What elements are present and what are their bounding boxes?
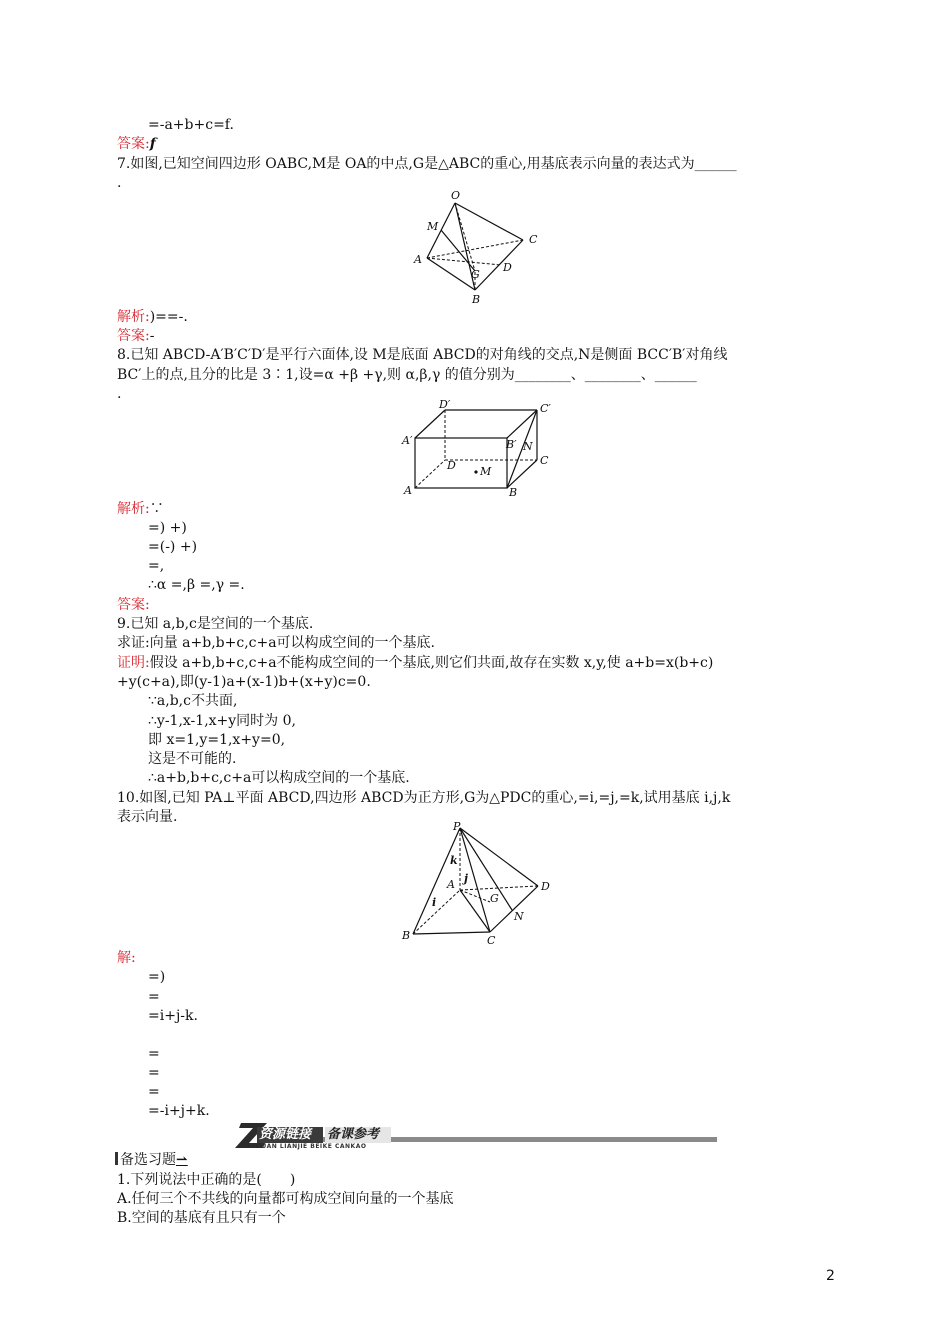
label-B: B — [509, 486, 518, 499]
figure-tetrahedron — [405, 186, 545, 308]
banner-pinyin: ZIYUAN LIANJIE BEIKE CANKAO — [249, 1143, 367, 1150]
answer-line — [117, 135, 156, 154]
arrow-icon: ⇀ — [176, 1152, 188, 1168]
q8-analysis — [117, 500, 164, 519]
label-C: C — [529, 233, 538, 246]
q8-step-3: =, — [148, 558, 165, 574]
question-7-dot: . — [117, 175, 122, 191]
point-M — [474, 470, 477, 473]
question-10-line1: 10.如图,已知 PA⊥平面 ABCD,四边形 ABCD为正方形,G为△PDC的重心,=i,=j,=k,试用基底 i,j,k — [117, 790, 731, 806]
question-8-line2: BC′上的点,且分的比是 3∶1,设=α +β +γ,则 α,β,γ 的值分别为________、________、______ — [117, 367, 697, 383]
label-O: O — [451, 189, 461, 202]
q10-step-5: = — [148, 1065, 160, 1081]
banner-title: 资源链接 — [259, 1127, 312, 1142]
resource-banner — [235, 1121, 717, 1151]
answer-text: - — [149, 328, 155, 344]
heading-text: 备选习题 — [120, 1152, 176, 1168]
backup-exercises-heading — [115, 1151, 188, 1170]
label-Dp: D′ — [439, 398, 451, 411]
q9-proof-line1 — [117, 654, 713, 673]
label-N: N — [523, 440, 533, 453]
backup-option-B: B.空间的基底有且只有一个 — [117, 1210, 286, 1226]
answer-label: 答案: — [117, 136, 150, 152]
label-j: j — [464, 872, 468, 885]
label-G: G — [471, 268, 480, 281]
q9-proof-line7: ∴a+b,b+c,c+a可以构成空间的一个基底. — [148, 770, 410, 786]
label-M: M — [480, 465, 492, 478]
backup-question-1: 1.下列说法中正确的是( ) — [117, 1172, 296, 1188]
label-D: D — [541, 880, 550, 893]
label-Bp: B′ — [506, 438, 517, 451]
q10-step-4: = — [148, 1046, 160, 1062]
q10-step-6: = — [148, 1084, 160, 1100]
q9-proof-line5: 即 x=1,y=1,x+y=0, — [148, 732, 286, 748]
backup-option-A: A.任何三个不共线的向量都可构成空间向量的一个基底 — [117, 1191, 454, 1207]
label-M: M — [427, 220, 439, 233]
banner-subtitle: 备课参考 — [327, 1127, 380, 1142]
label-G: G — [490, 892, 499, 905]
figure-pyramid — [398, 818, 558, 948]
label-N: N — [514, 910, 524, 923]
q8-answer-label: 答案: — [117, 597, 150, 613]
label-C: C — [487, 934, 496, 947]
label-D: D — [447, 459, 456, 472]
answer-value: f — [149, 136, 156, 152]
q8-step-1: =) +) — [148, 520, 187, 536]
q10-step-3: =i+j-k. — [148, 1008, 198, 1024]
label-Cp: C′ — [540, 402, 551, 415]
q9-proof-line3: ∵a,b,c不共面, — [148, 693, 238, 709]
analysis-label: 解析: — [117, 501, 150, 517]
q8-step-2: =(-) +) — [148, 539, 198, 555]
question-8-line1: 8.已知 ABCD-A′B′C′D′是平行六面体,设 M是底面 ABCD的对角线的交点,N是侧面 BCC′B′对角线 — [117, 347, 728, 363]
label-Ap: A′ — [402, 434, 413, 447]
answer-expression: =-a+b+c=f. — [148, 117, 234, 133]
question-9-line1: 9.已知 a,b,c是空间的一个基底. — [117, 616, 314, 632]
proof-label: 证明: — [117, 655, 150, 671]
question-10-line2: 表示向量. — [117, 809, 178, 825]
question-9-line2: 求证:向量 a+b,b+c,c+a可以构成空间的一个基底. — [117, 635, 436, 651]
q10-step-7: =-i+j+k. — [148, 1103, 210, 1119]
q10-step-1: =) — [148, 969, 166, 985]
label-B: B — [472, 293, 481, 306]
q10-solution-label: 解: — [117, 950, 136, 966]
q10-step-2: = — [148, 989, 160, 1005]
heading-bar — [115, 1152, 118, 1165]
analysis-text: )==-. — [149, 309, 188, 325]
label-A: A — [404, 484, 412, 497]
label-i: i — [432, 896, 437, 909]
q7-analysis — [117, 308, 188, 327]
label-D: D — [503, 261, 512, 274]
label-C: C — [540, 454, 549, 467]
q7-answer — [117, 327, 154, 346]
figure-parallelepiped — [395, 398, 555, 502]
proof-text: 假设 a+b,b+c,c+a不能构成空间的一个基底,则它们共面,故存在实数 x,y,使 a+b=x(b+c) — [149, 655, 714, 671]
question-7: 7.如图,已知空间四边形 OABC,M是 OA的中点,G是△ABC的重心,用基底表示向量的表达式为______ — [117, 156, 737, 172]
label-k: k — [450, 854, 458, 867]
q9-proof-line6: 这是不可能的. — [148, 751, 237, 767]
question-8-dot: . — [117, 386, 122, 402]
analysis-text: ∵ — [149, 501, 164, 517]
q8-step-4: ∴α =,β =,γ =. — [148, 577, 245, 593]
q9-proof-line2: +y(c+a),即(y-1)a+(x-1)b+(x+y)c=0. — [117, 674, 371, 690]
page-number: 2 — [826, 1268, 835, 1284]
label-B: B — [402, 929, 411, 942]
answer-label: 答案: — [117, 328, 150, 344]
label-A: A — [447, 878, 455, 891]
analysis-label: 解析: — [117, 309, 150, 325]
q9-proof-line4: ∴y-1,x-1,x+y同时为 0, — [148, 713, 296, 729]
label-A: A — [414, 253, 422, 266]
label-P: P — [453, 820, 461, 833]
